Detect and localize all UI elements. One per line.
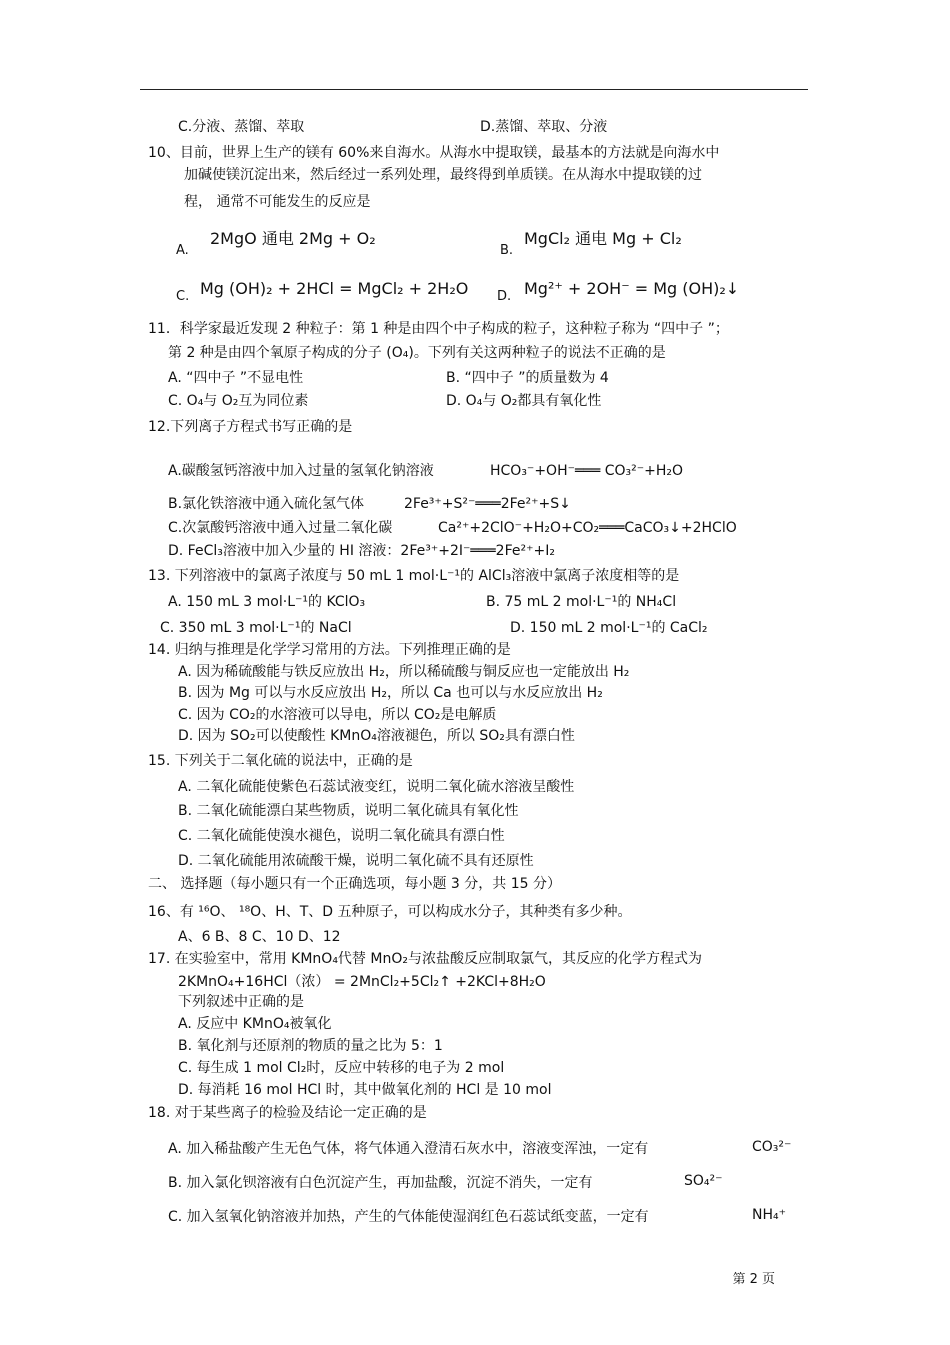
text-line: C. 因为 CO₂的水溶液可以导电，所以 CO₂是电解质 <box>178 707 497 723</box>
text-line: 下列叙述中正确的是 <box>178 994 304 1010</box>
text-line: 2Fe³⁺+S²⁻═══2Fe²⁺+S↓ <box>404 496 571 512</box>
equation-text: Mg²⁺ + 2OH⁻ = Mg (OH)₂↓ <box>524 279 740 298</box>
text-line: D. 因为 SO₂可以使酸性 KMnO₄溶液褪色，所以 SO₂具有漂白性 <box>178 728 575 744</box>
text-line: 第 2 种是由四个氧原子构成的分子 (O₄)。下列有关这两种粒子的说法不正确的是 <box>168 345 666 361</box>
text-line: C. 加入氢氧化钠溶液并加热，产生的气体能使湿润红色石蕊试纸变蓝，一定有 <box>168 1209 649 1225</box>
text-line: HCO₃⁻+OH⁻═══ CO₃²⁻+H₂O <box>490 463 684 479</box>
text-line: C.次氯酸钙溶液中通入过量二氧化碳 <box>168 520 393 536</box>
text-line: D. 每消耗 16 mol HCl 时，其中做氧化剂的 HCl 是 10 mol <box>178 1082 552 1098</box>
text-line: D.蒸馏、萃取、分液 <box>480 119 608 135</box>
text-line: 12.下列离子方程式书写正确的是 <box>148 419 353 435</box>
text-line: A. 加入稀盐酸产生无色气体，将气体通入澄清石灰水中，溶液变浑浊，一定有 <box>168 1141 649 1157</box>
text-line: 程， 通常不可能发生的反应是 <box>184 194 371 210</box>
text-line: CO₃²⁻ <box>752 1139 792 1155</box>
text-line: A. “四中子 ”不显电性 <box>168 370 304 386</box>
text-line: D. O₄与 O₂都具有氧化性 <box>446 393 602 409</box>
text-line: B. 75 mL 2 mol·L⁻¹的 NH₄Cl <box>486 594 677 610</box>
text-line: 14. 归纳与推理是化学学习常用的方法。下列推理正确的是 <box>148 642 511 658</box>
text-line: A. 二氧化硫能使紫色石蕊试液变红，说明二氧化硫水溶液呈酸性 <box>178 779 575 795</box>
text-line: B. 二氧化硫能漂白某些物质，说明二氧化硫具有氧化性 <box>178 803 519 819</box>
text-line: C.分液、蒸馏、萃取 <box>178 119 305 135</box>
text-line: A. 因为稀硫酸能与铁反应放出 H₂，所以稀硫酸与铜反应也一定能放出 H₂ <box>178 664 630 680</box>
text-line: C. 二氧化硫能使溴水褪色，说明二氧化硫具有漂白性 <box>178 828 505 844</box>
equation-option-label: B. <box>500 243 514 258</box>
text-line: 13. 下列溶液中的氯离子浓度与 50 mL 1 mol·L⁻¹的 AlCl₃溶液中氯离子浓度相等的是 <box>148 568 680 584</box>
text-line: B.氯化铁溶液中通入硫化氢气体 <box>168 496 365 512</box>
text-line: A. 反应中 KMnO₄被氧化 <box>178 1016 332 1032</box>
page-number: 第 2 页 <box>732 1272 775 1287</box>
text-line: D. 二氧化硫能用浓硫酸干燥，说明二氧化硫不具有还原性 <box>178 853 534 869</box>
text-line: SO₄²⁻ <box>684 1173 723 1189</box>
text-line: D. FeCl₃溶液中加入少量的 HI 溶液：2Fe³⁺+2I⁻═══2Fe²⁺+I₂ <box>168 543 555 559</box>
text-line: C. 350 mL 3 mol·L⁻¹的 NaCl <box>160 620 352 636</box>
text-line: NH₄⁺ <box>752 1207 787 1223</box>
text-line: C. 每生成 1 mol Cl₂时，反应中转移的电子为 2 mol <box>178 1060 505 1076</box>
text-line: 加碱使镁沉淀出来，然后经过一系列处理，最终得到单质镁。在从海水中提取镁的过 <box>184 167 702 183</box>
text-line: B. “四中子 ”的质量数为 4 <box>446 370 609 386</box>
equation-option-label: A. <box>176 243 189 258</box>
text-line: B. 氧化剂与还原剂的物质的量之比为 5：1 <box>178 1038 443 1054</box>
equation-option-label: C. <box>176 289 190 304</box>
text-line: A.碳酸氢钙溶液中加入过量的氢氧化钠溶液 <box>168 463 434 479</box>
text-line: 16、有 ¹⁶O、 ¹⁸O、H、T、D 五种原子，可以构成水分子，其种类有多少种。 <box>148 904 632 920</box>
text-line: A. 150 mL 3 mol·L⁻¹的 KClO₃ <box>168 594 366 610</box>
text-line: 11．科学家最近发现 2 种粒子：第 1 种是由四个中子构成的粒子，这种粒子称为 “四中子 ”； <box>148 321 729 337</box>
text-line: 二、 选择题（每小题只有一个正确选项，每小题 3 分，共 15 分） <box>148 876 561 892</box>
equation-text: Mg (OH)₂ + 2HCl = MgCl₂ + 2H₂O <box>200 279 469 298</box>
text-line: 17. 在实验室中，常用 KMnO₄代替 MnO₂与浓盐酸反应制取氯气，其反应的化学方程式为 <box>148 951 702 967</box>
text-line: 2KMnO₄+16HCl（浓） = 2MnCl₂+5Cl₂↑ +2KCl+8H₂O <box>178 974 546 990</box>
equation-option-label: D. <box>497 289 512 304</box>
text-line: Ca²⁺+2ClO⁻+H₂O+CO₂═══CaCO₃↓+2HClO <box>438 520 737 536</box>
text-line: A、6 B、8 C、10 D、12 <box>178 929 341 945</box>
text-line: D. 150 mL 2 mol·L⁻¹的 CaCl₂ <box>510 620 708 636</box>
text-line: C. O₄与 O₂互为同位素 <box>168 393 309 409</box>
text-line: 15. 下列关于二氧化硫的说法中，正确的是 <box>148 753 413 769</box>
equation-text: MgCl₂ 通电 Mg + Cl₂ <box>524 229 682 248</box>
text-line: B. 加入氯化钡溶液有白色沉淀产生，再加盐酸，沉淀不消失，一定有 <box>168 1175 593 1191</box>
header-rule <box>140 89 808 90</box>
text-line: 10、目前，世界上生产的镁有 60%来自海水。从海水中提取镁，最基本的方法就是向海水中 <box>148 145 720 161</box>
text-line: 18. 对于某些离子的检验及结论一定正确的是 <box>148 1105 427 1121</box>
equation-text: 2MgO 通电 2Mg + O₂ <box>210 229 376 248</box>
text-line: B. 因为 Mg 可以与水反应放出 H₂，所以 Ca 也可以与水反应放出 H₂ <box>178 685 603 701</box>
